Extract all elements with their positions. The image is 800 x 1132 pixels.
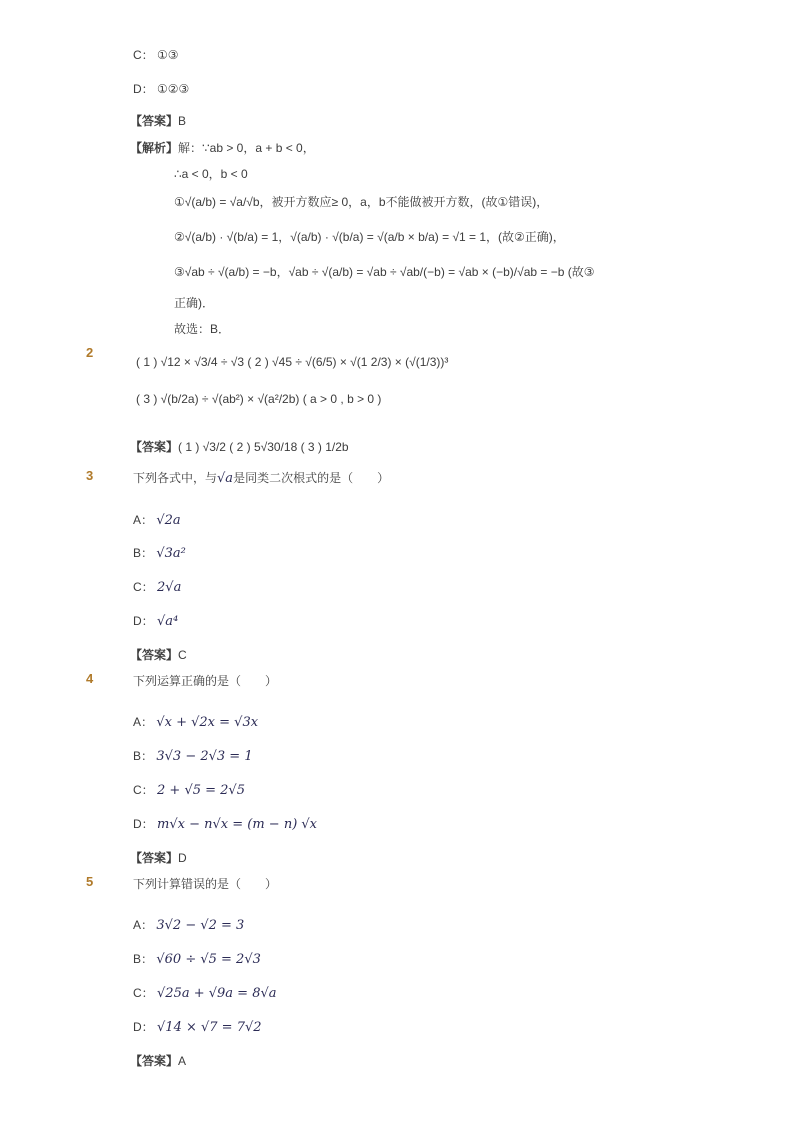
question-stem: 下列计算错误的是（ ） [133,877,278,891]
option-b [133,544,186,561]
answer-row [130,438,349,456]
option-b [133,747,253,764]
analysis-row [130,139,315,157]
stem-text: 下列各式中，与 [133,471,218,485]
option-label: B： [133,546,154,560]
analysis-line: ∴a < 0，b < 0 [174,167,248,181]
option-label: D： [133,817,154,831]
option-d [133,1018,262,1035]
analysis-line: ①√(a/b) = √a/√b，被开方数应≥ 0，a，b不能做被开方数，(故①错误)， [174,195,549,209]
option-label: B： [133,749,154,763]
question-number: 5 [86,874,94,889]
option-value: √3a² [156,546,186,561]
option-label: D： [133,614,154,628]
question-number: 2 [86,345,94,360]
option-value: ①③ [157,48,179,62]
option-label: B： [133,952,154,966]
analysis-line: ③√ab ÷ √(a/b) = −b，√ab ÷ √(a/b) = √ab ÷ √ab/(−b) = √ab × (−b)/√ab = −b (故③ [174,265,595,279]
answer-tag: 【答案】 [130,440,179,454]
option-label: C： [133,986,154,1000]
answer-value: C [178,648,187,662]
option-value: 3√2 − √2 = 3 [156,918,245,933]
question-stem: ( 1 ) √12 × √3/4 ÷ √3 ( 2 ) √45 ÷ √(6/5) × √(1 2/3) × (√(1/3))³ [136,355,449,369]
option-value: √2a [156,513,181,528]
answer-row [130,112,186,130]
option-a [133,713,258,730]
option-c [133,578,181,595]
option-a [133,511,181,528]
option-label: C： [133,783,154,797]
option-label: D： [133,1020,154,1034]
option-value: 2√a [157,580,182,595]
answer-tag: 【答案】 [130,114,179,128]
answer-value: D [178,851,187,865]
option-c [133,46,179,63]
question-stem: ( 3 ) √(b/2a) ÷ √(ab²) × √(a²/2b) ( a > 0 , b > 0 ) [136,392,382,406]
answer-row [130,646,187,664]
answer-tag: 【答案】 [130,851,179,865]
option-label: D： [133,82,154,96]
option-c [133,781,245,798]
question-stem [133,469,389,486]
analysis-line: 解：∵ab > 0，a + b < 0， [178,141,315,155]
question-number: 3 [86,468,94,483]
option-c [133,984,277,1001]
stem-math: √a [217,471,234,486]
analysis-tag: 【解析】 [130,141,179,155]
answer-tag: 【答案】 [130,648,179,662]
option-d [133,815,317,832]
option-label: A： [133,715,154,729]
answer-row [130,849,187,867]
analysis-line: ②√(a/b) · √(b/a) = 1，√(a/b) · √(b/a) = √(a/b × b/a) = √1 = 1，(故②正确)， [174,230,565,244]
answer-row [130,1052,186,1070]
option-value: √x + √2x = √3x [156,715,259,730]
answer-value: A [178,1054,187,1068]
option-value: m√x − n√x = (m − n) √x [157,817,318,832]
option-a [133,916,244,933]
option-value: √60 ÷ √5 = 2√3 [156,952,261,967]
option-value: √25a + √9a = 8√a [157,986,277,1001]
answer-tag: 【答案】 [130,1054,179,1068]
answer-value: ( 1 ) √3/2 ( 2 ) 5√30/18 ( 3 ) 1/2b [178,440,349,454]
option-label: C： [133,48,154,62]
analysis-line: 正确)． [174,296,214,310]
option-label: C： [133,580,154,594]
option-label: A： [133,918,154,932]
question-stem: 下列运算正确的是（ ） [133,674,278,688]
question-number: 4 [86,671,94,686]
answer-value: B [178,114,187,128]
option-d [133,612,178,629]
analysis-line: 故选：B． [174,322,231,336]
stem-text: 是同类二次根式的是（ ） [233,471,390,485]
option-value: 3√3 − 2√3 = 1 [156,749,253,764]
option-value: ①②③ [157,82,190,96]
option-d [133,80,189,97]
option-value: √14 × √7 = 7√2 [157,1020,262,1035]
option-label: A： [133,513,154,527]
option-value: 2 + √5 = 2√5 [157,783,245,798]
option-value: √a⁴ [157,614,179,629]
option-b [133,950,261,967]
